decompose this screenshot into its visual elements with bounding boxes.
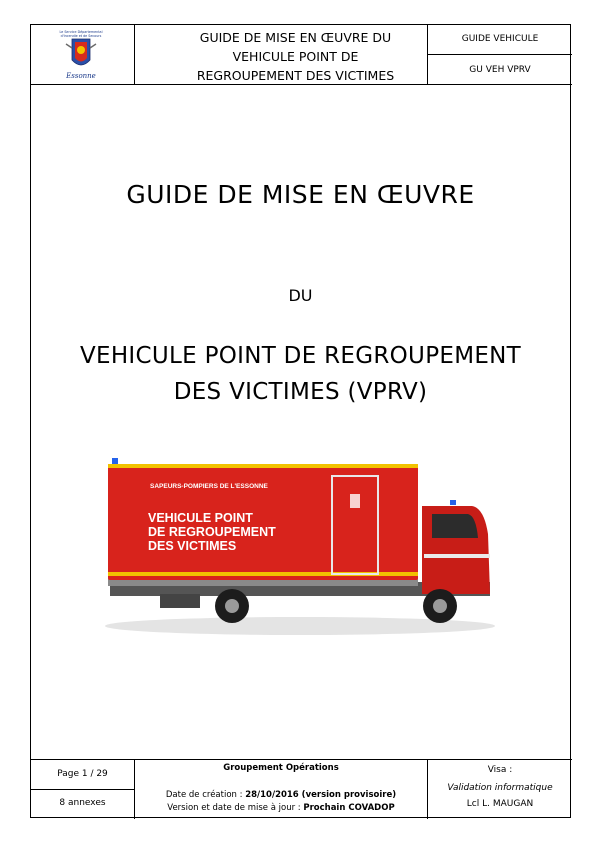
creation-value: 28/10/2016 (version provisoire) [245,790,397,800]
header-divider-right-mid [427,54,572,55]
logo-text-line2: d'Incendie et de Secours [60,34,102,38]
logo-signature: Essonne [66,72,96,80]
creation-date [135,790,427,800]
signer-name: Lcl L. MAUGAN [466,799,534,809]
validation-text: Validation informatique [447,783,553,793]
visa-label: Visa : [487,765,513,775]
group-name: Groupement Opérations [223,763,339,773]
du-text: DU [288,286,313,305]
header-divider-left [134,25,135,84]
vehicle-title-line1: VEHICULE POINT DE REGROUPEMENT [79,343,522,369]
truck-wheel-rear [215,589,249,623]
page-frame [30,24,571,818]
doc-code: GU VEH VPRV [469,65,531,75]
update-date [135,803,427,813]
creation-label: Date de création : [165,790,246,800]
update-value: Prochain COVADOP [303,803,395,813]
truck-stripe-top [108,464,418,468]
main-title: GUIDE DE MISE EN ŒUVRE [126,180,475,209]
footer-top-line [31,759,572,760]
logo-text-line1: Le Service Départemental [59,30,103,34]
vehicle-title-line2: DES VICTIMES (VPRV) [173,379,428,405]
truck-banner: SAPEURS-POMPIERS DE L'ESSONNE [150,483,268,490]
header-title-line2: VEHICULE POINT DE [232,49,359,64]
truck-label-line2: DE REGROUPEMENT [148,525,276,539]
truck-image [100,454,500,644]
header-title-line1: GUIDE DE MISE EN ŒUVRE DU [199,30,392,45]
header-title [165,28,426,85]
doc-type: GUIDE VEHICULE [461,34,539,44]
sdis-logo [46,28,116,82]
update-label: Version et date de mise à jour : [167,803,304,813]
annex-count: 8 annexes [59,798,106,808]
truck-wheel-front [423,589,457,623]
page-number: Page 1 / 29 [57,769,108,779]
truck-label-line1: VEHICULE POINT [148,511,253,525]
footer-divider-left-mid [31,789,134,790]
truck-label-line3: DES VICTIMES [148,539,237,553]
header-title-line3: REGROUPEMENT DES VICTIMES [196,68,395,83]
vehicle-title [30,338,571,410]
